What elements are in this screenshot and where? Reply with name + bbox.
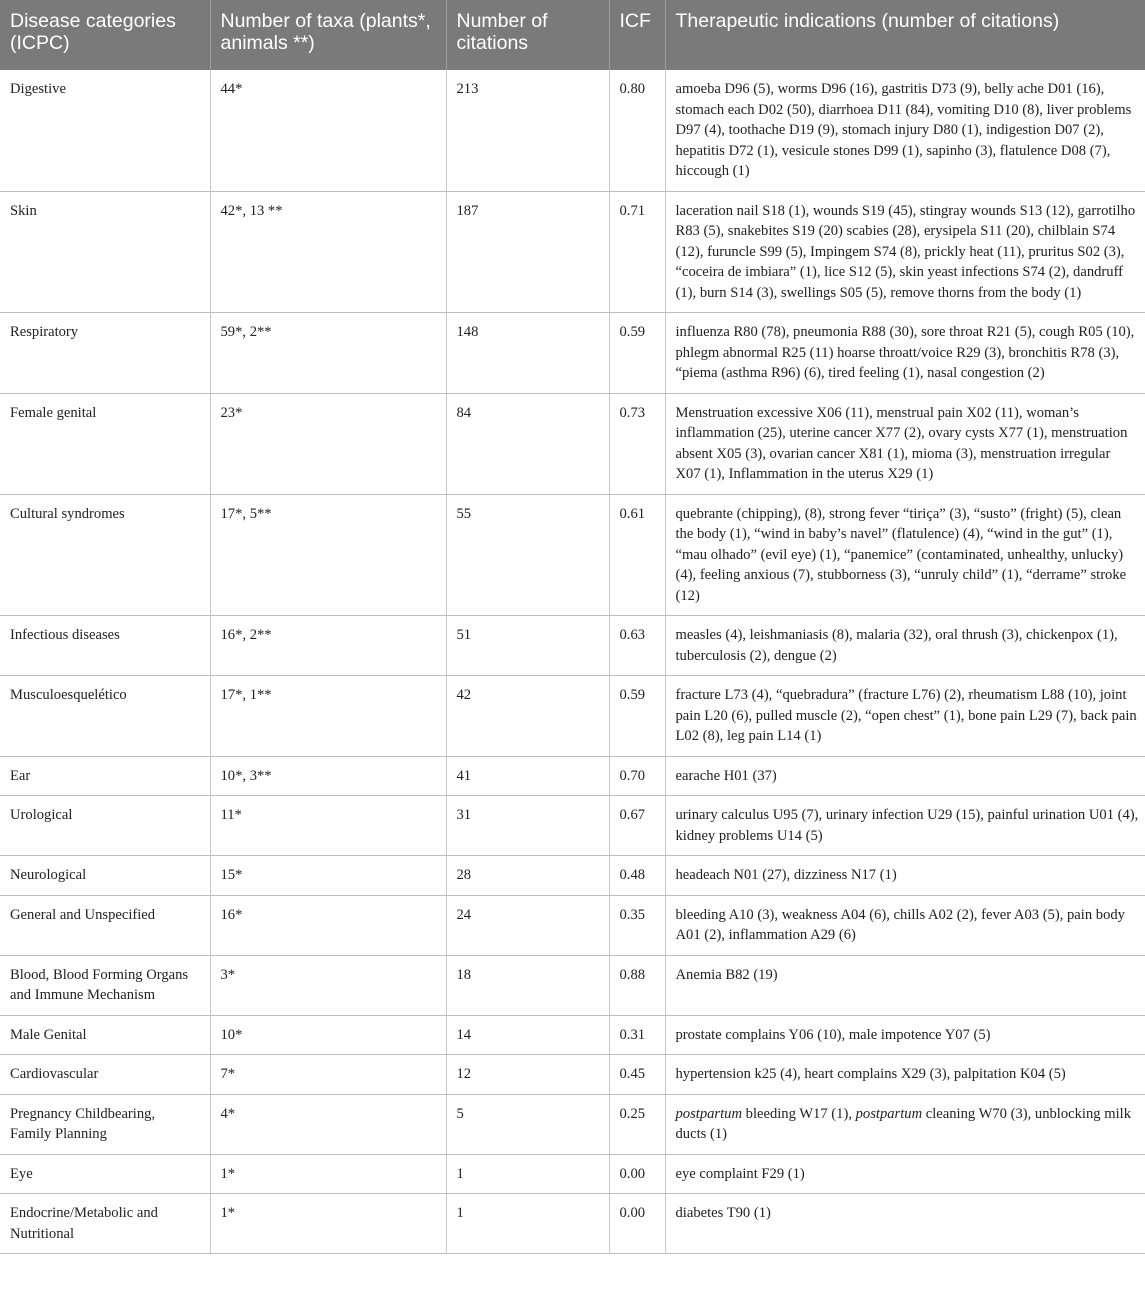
indications-cell: hypertension k25 (4), heart complains X29 (3), palpitation K04 (5) — [665, 1055, 1145, 1095]
citations-cell: 213 — [446, 70, 609, 191]
citations-cell: 187 — [446, 191, 609, 313]
category-cell: Cultural syndromes — [0, 494, 210, 616]
citations-cell: 1 — [446, 1194, 609, 1254]
category-cell: Male Genital — [0, 1015, 210, 1055]
table-row — [0, 313, 1145, 394]
citations-cell: 28 — [446, 856, 609, 896]
table-row — [0, 1055, 1145, 1095]
table-row — [0, 616, 1145, 676]
postpartum-term: postpartum — [855, 1105, 923, 1122]
category-cell: General and Unspecified — [0, 895, 210, 955]
icf-cell: 0.88 — [609, 955, 665, 1015]
taxa-cell: 44* — [210, 70, 446, 191]
citations-cell: 24 — [446, 895, 609, 955]
header-icf: ICF — [609, 0, 665, 70]
taxa-cell: 23* — [210, 393, 446, 494]
citations-cell: 41 — [446, 756, 609, 796]
indications-cell: laceration nail S18 (1), wounds S19 (45), stingray wounds S13 (12), garrotilho R83 (5), snakebites S19 (20) scabies (28), erysipela S11 (20), chilblain S74 (12), furuncle S99 (5), Impingem S74 (8), prickly heat (11), pruritus S02 (3), “coceira de imbiara” (1), lice S12 (5), skin yeast infections S74 (2), dandruff (1), burn S14 (3), swellings S05 (5), remove thorns from the body (1) — [665, 191, 1145, 313]
taxa-cell: 16*, 2** — [210, 616, 446, 676]
citations-cell: 84 — [446, 393, 609, 494]
category-cell: Respiratory — [0, 313, 210, 394]
icf-cell: 0.25 — [609, 1094, 665, 1154]
category-cell: Infectious diseases — [0, 616, 210, 676]
icf-cell: 0.00 — [609, 1154, 665, 1194]
indications-cell: diabetes T90 (1) — [665, 1194, 1145, 1254]
category-cell: Pregnancy Childbearing, Family Planning — [0, 1094, 210, 1154]
category-cell: Ear — [0, 756, 210, 796]
category-cell: Endocrine/Metabolic and Nutritional — [0, 1194, 210, 1254]
taxa-cell: 42*, 13 ** — [210, 191, 446, 313]
header-row — [0, 0, 1145, 70]
table-body — [0, 70, 1145, 1254]
table-row — [0, 70, 1145, 191]
taxa-cell: 3* — [210, 955, 446, 1015]
citations-cell: 31 — [446, 796, 609, 856]
table-row — [0, 756, 1145, 796]
citations-cell: 148 — [446, 313, 609, 394]
indications-text: cleaning W70 (3), unblocking milk ducts (1) — [675, 1105, 1131, 1142]
table-row — [0, 393, 1145, 494]
taxa-cell: 7* — [210, 1055, 446, 1095]
indications-cell: headeach N01 (27), dizziness N17 (1) — [665, 856, 1145, 896]
category-cell: Musculoesquelético — [0, 676, 210, 757]
category-cell: Digestive — [0, 70, 210, 191]
header-indications: Therapeutic indications (number of citations) — [665, 0, 1145, 70]
indications-cell — [665, 1094, 1145, 1154]
table-row — [0, 1194, 1145, 1254]
indications-cell: quebrante (chipping), (8), strong fever “tiriça” (3), “susto” (fright) (5), clean the body (1), “wind in baby’s navel” (flatulence) (4), “wind in the gut” (1), “mau olhado” (evil eye) (1), “panemice” (contaminated, unhealthy, unlucky) (4), feeling anxious (7), stubborness (3), “unruly child” (1), “derrame” stroke (12) — [665, 494, 1145, 616]
citations-cell: 18 — [446, 955, 609, 1015]
taxa-cell: 1* — [210, 1194, 446, 1254]
icf-cell: 0.71 — [609, 191, 665, 313]
icf-cell: 0.67 — [609, 796, 665, 856]
indications-cell: influenza R80 (78), pneumonia R88 (30), sore throat R21 (5), cough R05 (10), phlegm abnormal R25 (11) hoarse throatt/voice R29 (3), bronchitis R78 (3), “piema (asthma R96) (6), tired feeling (1), nasal congestion (2) — [665, 313, 1145, 394]
indications-cell: amoeba D96 (5), worms D96 (16), gastritis D73 (9), belly ache D01 (16), stomach each D02 (50), diarrhoea D11 (84), vomiting D10 (8), liver problems D97 (4), toothache D19 (9), stomach injury D80 (1), indigestion D07 (2), hepatitis D72 (1), vesicule stones D99 (1), sapinho (3), flatulence D08 (7), hiccough (1) — [665, 70, 1145, 191]
citations-cell: 42 — [446, 676, 609, 757]
category-cell: Skin — [0, 191, 210, 313]
taxa-cell: 17*, 5** — [210, 494, 446, 616]
indications-cell: fracture L73 (4), “quebradura” (fracture L76) (2), rheumatism L88 (10), joint pain L20 (6), pulled muscle (2), “open chest” (1), bone pain L29 (7), back pain L02 (8), leg pain L14 (1) — [665, 676, 1145, 757]
category-cell: Cardiovascular — [0, 1055, 210, 1095]
taxa-cell: 4* — [210, 1094, 446, 1154]
icf-cell: 0.70 — [609, 756, 665, 796]
citations-cell: 1 — [446, 1154, 609, 1194]
icf-cell: 0.31 — [609, 1015, 665, 1055]
citations-cell: 51 — [446, 616, 609, 676]
citations-cell: 5 — [446, 1094, 609, 1154]
table-row — [0, 191, 1145, 313]
table-header — [0, 0, 1145, 70]
taxa-cell: 10* — [210, 1015, 446, 1055]
table-row — [0, 1015, 1145, 1055]
table-row — [0, 856, 1145, 896]
indications-cell: Menstruation excessive X06 (11), menstrual pain X02 (11), woman’s inflammation (25), uterine cancer X77 (2), ovary cysts X77 (1), menstruation absent X05 (3), ovarian cancer X81 (1), mioma (3), menstruation irregular X07 (1), Inflammation in the uterus X29 (1) — [665, 393, 1145, 494]
taxa-cell: 15* — [210, 856, 446, 896]
icf-cell: 0.63 — [609, 616, 665, 676]
table-row — [0, 1154, 1145, 1194]
icf-cell: 0.59 — [609, 676, 665, 757]
indications-cell: prostate complains Y06 (10), male impotence Y07 (5) — [665, 1015, 1145, 1055]
icf-cell: 0.00 — [609, 1194, 665, 1254]
icf-cell: 0.48 — [609, 856, 665, 896]
table-row — [0, 955, 1145, 1015]
taxa-cell: 10*, 3** — [210, 756, 446, 796]
indications-cell: earache H01 (37) — [665, 756, 1145, 796]
icf-cell: 0.35 — [609, 895, 665, 955]
taxa-cell: 17*, 1** — [210, 676, 446, 757]
header-category: Disease categories (ICPC) — [0, 0, 210, 70]
citations-cell: 12 — [446, 1055, 609, 1095]
taxa-cell: 16* — [210, 895, 446, 955]
indications-cell: Anemia B82 (19) — [665, 955, 1145, 1015]
taxa-cell: 59*, 2** — [210, 313, 446, 394]
indications-cell: bleeding A10 (3), weakness A04 (6), chills A02 (2), fever A03 (5), pain body A01 (2), inflammation A29 (6) — [665, 895, 1145, 955]
indications-text: bleeding W17 (1), — [742, 1105, 856, 1122]
icf-cell: 0.45 — [609, 1055, 665, 1095]
citations-cell: 55 — [446, 494, 609, 616]
indications-cell: urinary calculus U95 (7), urinary infection U29 (15), painful urination U01 (4), kidney problems U14 (5) — [665, 796, 1145, 856]
postpartum-term: postpartum — [675, 1105, 742, 1122]
taxa-cell: 1* — [210, 1154, 446, 1194]
indications-cell: eye complaint F29 (1) — [665, 1154, 1145, 1194]
category-cell: Urological — [0, 796, 210, 856]
taxa-cell: 11* — [210, 796, 446, 856]
icf-cell: 0.59 — [609, 313, 665, 394]
table-row — [0, 895, 1145, 955]
table-row — [0, 494, 1145, 616]
category-cell: Neurological — [0, 856, 210, 896]
category-cell: Female genital — [0, 393, 210, 494]
table-row — [0, 796, 1145, 856]
icf-cell: 0.80 — [609, 70, 665, 191]
table-row — [0, 676, 1145, 757]
header-taxa: Number of taxa (plants*, animals **) — [210, 0, 446, 70]
citations-cell: 14 — [446, 1015, 609, 1055]
category-cell: Eye — [0, 1154, 210, 1194]
icf-cell: 0.73 — [609, 393, 665, 494]
header-citations: Number of citations — [446, 0, 609, 70]
category-cell: Blood, Blood Forming Organs and Immune Mechanism — [0, 955, 210, 1015]
table-row — [0, 1094, 1145, 1154]
indications-cell: measles (4), leishmaniasis (8), malaria (32), oral thrush (3), chickenpox (1), tuberculosis (2), dengue (2) — [665, 616, 1145, 676]
icf-cell: 0.61 — [609, 494, 665, 616]
